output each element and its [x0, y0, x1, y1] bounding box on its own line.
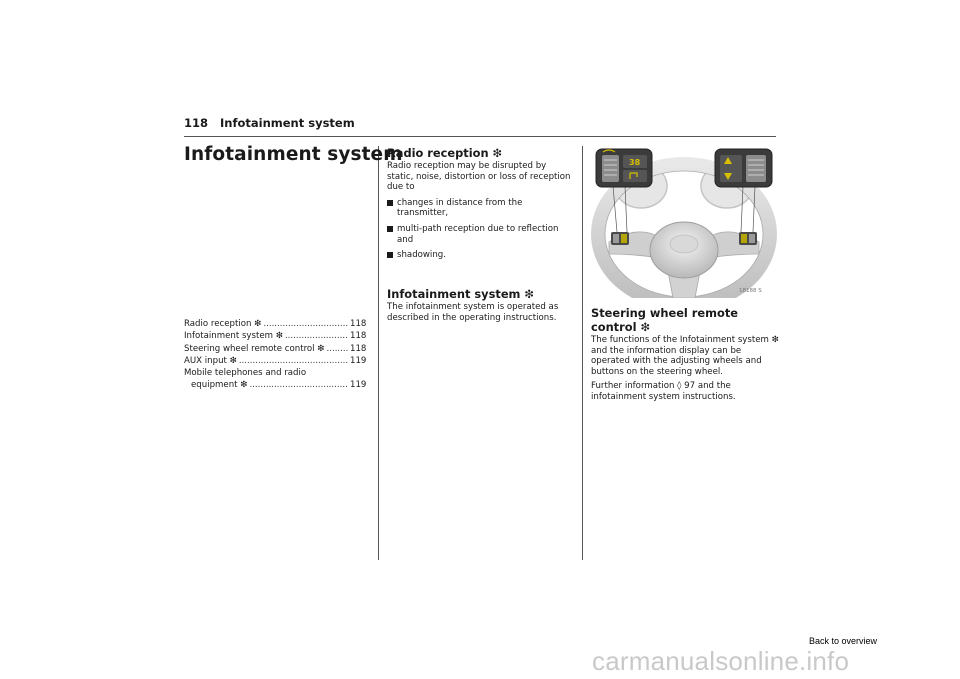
watermark: carmanualsonline.info: [592, 646, 850, 676]
figure-code: 18188 S: [739, 288, 762, 294]
section-heading: Steering wheel remote control ❇: [591, 306, 739, 334]
section-heading: Radio reception ❇: [387, 146, 503, 160]
page-number: 118: [184, 116, 209, 130]
bullet-item: changes in distance from the transmitter,: [387, 198, 573, 219]
toc-entry-infotainment-system[interactable]: Infotainment system ❇ ..... 118: [184, 330, 366, 342]
header-divider: [184, 136, 776, 137]
steering-wheel-illustration: [589, 146, 779, 298]
section-steering-wheel-remote: [591, 306, 779, 403]
svg-text:38: 38: [629, 158, 641, 167]
running-header: Infotainment system: [220, 116, 355, 130]
section-text: The infotainment system is operated as described in the operating instructions.: [387, 302, 559, 323]
toc-entry-mobile-telephones[interactable]: Mobile telephones and radio equipment ❇ ..... 119: [184, 367, 366, 392]
section-radio-reception: [387, 146, 573, 261]
chapter-title: Infotainment system: [184, 144, 403, 165]
toc-entry-radio-reception[interactable]: Radio reception ❇ ..... 118: [184, 318, 366, 330]
section-text: The functions of the Infotainment system ❇ and the information display can be operated with the adjusting wheels and buttons on the steering wheel.: [591, 335, 779, 377]
column-divider: [582, 146, 583, 560]
bullet-item: multi-path reception due to reflection and: [387, 224, 573, 245]
reference-arrow-icon: ◊: [677, 381, 682, 392]
back-to-overview-link[interactable]: Back to overview: [809, 636, 878, 646]
section-text: Radio reception may be disrupted by static, noise, distortion or loss of reception due to: [387, 161, 571, 193]
further-info: Further information ◊ 97 and the infotainment system instructions.: [591, 381, 736, 402]
toc-entry-steering-wheel-remote[interactable]: Steering wheel remote control ❇ ..... 118: [184, 343, 366, 355]
section-heading: Infotainment system ❇: [387, 287, 534, 301]
steering-wheel-drawing: [589, 146, 779, 298]
table-of-contents: [184, 318, 366, 392]
section-infotainment-system: [387, 287, 573, 323]
page-reference-link[interactable]: 97: [684, 381, 696, 392]
bullet-item: shadowing.: [387, 250, 573, 261]
column-divider: [378, 146, 379, 560]
toc-entry-aux-input[interactable]: AUX input ❇ ..... 119: [184, 355, 366, 367]
